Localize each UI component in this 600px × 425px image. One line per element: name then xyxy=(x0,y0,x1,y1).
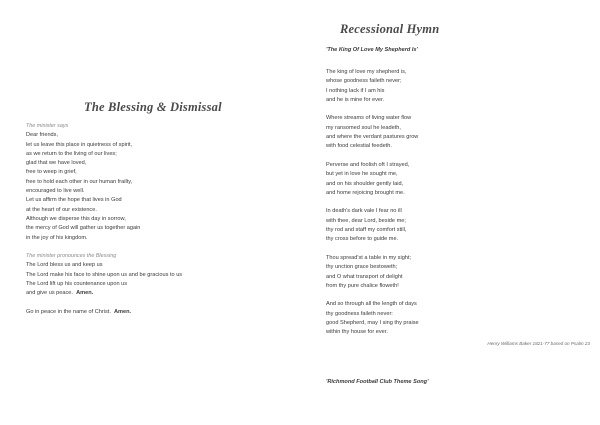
spacer xyxy=(326,198,419,207)
hymn-credit: Henry Williams Baker 1821-77 based on Psalm 23 xyxy=(487,341,590,346)
text-line: The Lord make his face to shine upon us and be gracious to us xyxy=(26,271,183,278)
spacer xyxy=(326,152,419,161)
verse-line: with food celestial feedeth. xyxy=(326,143,392,150)
spacer xyxy=(326,245,419,254)
text-line: let us leave this place in quietness of spirit, xyxy=(26,141,133,148)
hymn-section-title: Recessional Hymn xyxy=(340,22,440,36)
text-line xyxy=(26,308,182,317)
spacer xyxy=(326,105,419,114)
verse-line: thy goodness faileth never: xyxy=(326,310,393,317)
text-line: as we return to the living of our lives; xyxy=(26,150,117,157)
text-line xyxy=(26,289,182,298)
verse-line: And so through all the length of days xyxy=(326,301,417,308)
closing-text: Go in peace in the name of Christ. xyxy=(26,308,111,315)
text-line: free to hold each other in our human frailty, xyxy=(26,178,133,185)
verse-line: I nothing lack if I am his xyxy=(326,87,385,94)
spacer xyxy=(26,243,182,252)
verse-line: thy unction grace bestoweth; xyxy=(326,264,398,271)
verse-line: my ransomed soul he leadeth, xyxy=(326,124,401,131)
next-song-title: 'Richmond Football Club Theme Song' xyxy=(326,379,429,385)
verse-line: whose goodness faileth never; xyxy=(326,78,402,85)
hymn-name: 'The King Of Love My Shepherd Is' xyxy=(326,47,418,53)
blessing-block xyxy=(26,122,182,317)
text-line: the mercy of God will gather us together again xyxy=(26,225,141,232)
text-line: The Lord bless us and keep us xyxy=(26,262,103,269)
hymn-verses xyxy=(326,68,419,338)
text-line: free to weep in grief, xyxy=(26,169,77,176)
blessing-title: The Blessing & Dismissal xyxy=(84,100,222,114)
verse-line: The king of love my shepherd is, xyxy=(326,69,407,75)
blessing-last-line: and give us peace. xyxy=(26,290,73,297)
text-line: The Lord lift up his countenance upon us xyxy=(26,281,128,288)
right-page xyxy=(300,0,600,425)
spacer xyxy=(326,291,419,300)
verse-line: but yet in love he sought me, xyxy=(326,171,398,178)
rubric-minister-says: The minister says xyxy=(26,123,69,129)
blessing-text xyxy=(26,261,182,317)
verse-line: good Shepherd, may I sing thy praise xyxy=(326,320,419,327)
text-line: glad that we have loved, xyxy=(26,160,87,167)
text-line: Let us affirm the hope that lives in God xyxy=(26,197,122,204)
verse-line: from thy pure chalice floweth! xyxy=(326,282,399,289)
verse-line: and he is mine for ever. xyxy=(326,96,385,103)
spacer xyxy=(26,299,182,308)
verse-line: and home rejoicing brought me. xyxy=(326,189,405,196)
verse-line: Perverse and foolish oft I strayed, xyxy=(326,161,410,168)
rubric-blessing: The minister pronounces the Blessing xyxy=(26,253,117,260)
text-line: in the joy of his kingdom. xyxy=(26,234,88,241)
verse-line: within thy house for ever. xyxy=(326,329,388,336)
text-line: encouraged to live well. xyxy=(26,188,85,195)
closing-amen: Amen. xyxy=(114,308,132,315)
text-line: Dear friends, xyxy=(26,132,59,139)
amen: Amen. xyxy=(76,290,94,297)
verse-line: Where streams of living water flow xyxy=(326,115,412,122)
verse-line: thy cross before to guide me. xyxy=(326,236,399,243)
verse-line: and where the verdant pastures grow xyxy=(326,134,419,141)
text-line: Although we disperse this day in sorrow, xyxy=(26,215,126,222)
verse-line: thy rod and staff my comfort still, xyxy=(326,227,407,234)
verse-line: with thee, dear Lord, beside me; xyxy=(326,217,406,224)
verse-line: and on his shoulder gently laid, xyxy=(326,180,404,187)
hymn-block xyxy=(326,46,419,338)
verse-line: Thou spread'st a table in my sight; xyxy=(326,254,412,261)
verse-line: In death's dark vale I fear no ill xyxy=(326,208,402,215)
dismissal-text xyxy=(26,131,182,252)
verse-line: and O what transport of delight xyxy=(326,273,403,280)
text-line: at the heart of our existence. xyxy=(26,206,97,213)
